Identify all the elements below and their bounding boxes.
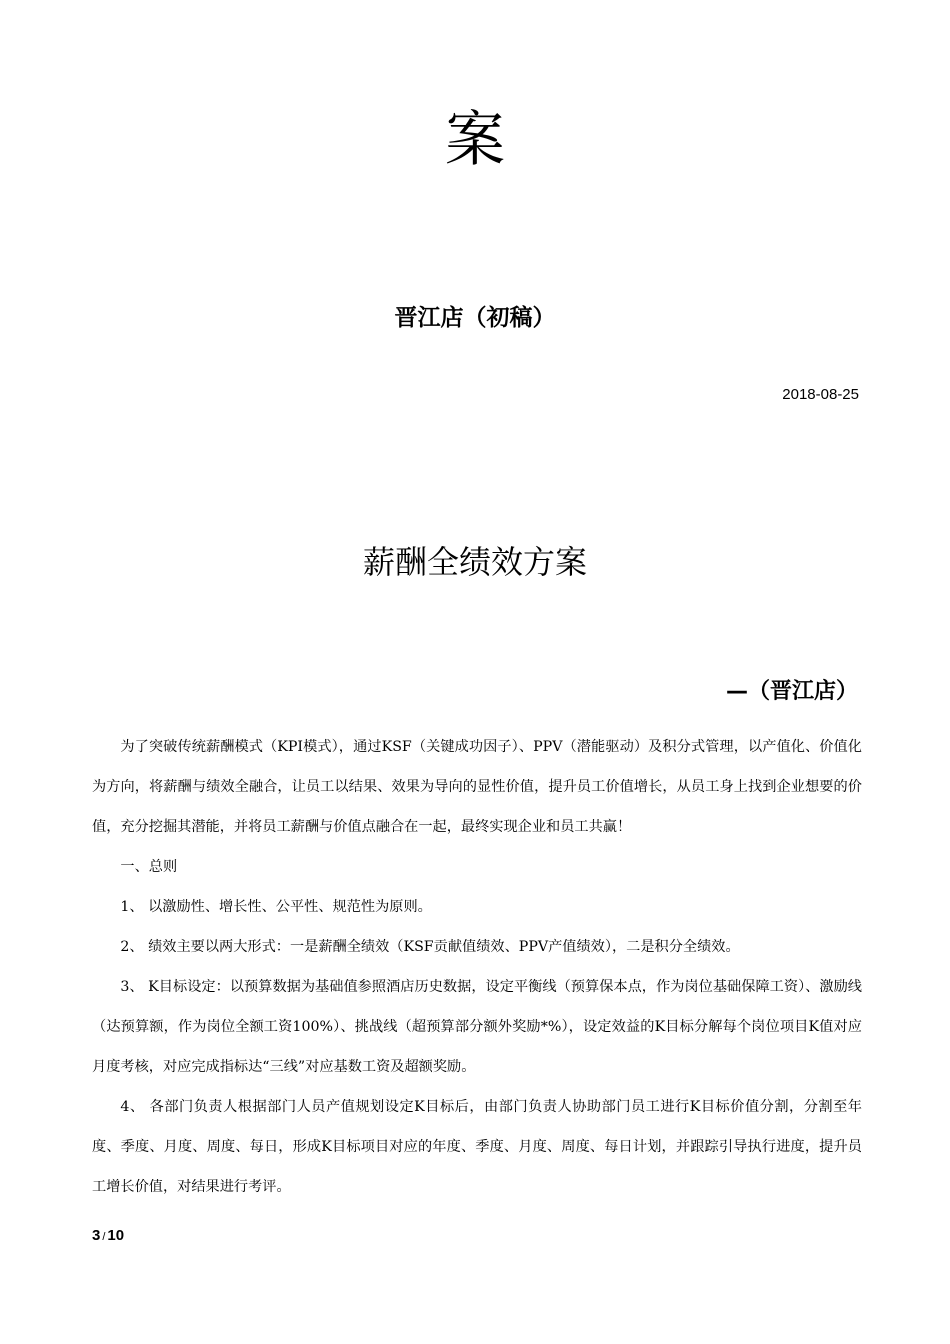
list-item: 3、 K目标设定：以预算数据为基础值参照酒店历史数据，设定平衡线（预算保本点，作为岗位基础保障工资）、激励线（达预算额，作为岗位全额工资100%）、挑战线（超预算部分额外奖励*%），设定效益的K目标分解每个岗位项目K值对应月度考核，对应完成指标达“三线”对应基数工资及超额奖励。 (92, 979, 862, 1075)
main-title: 薪酬全绩效方案 (362, 543, 587, 581)
dash-subtitle: —（晋江店） (725, 679, 858, 704)
list-item: 4、 各部门负责人根据部门人员产值规划设定K目标后，由部门负责人协助部门员工进行K目标价值分割，分割至年度、季度、月度、周度、每日，形成K目标项目对应的年度、季度、月度、周度、每日计划，并跟踪引导执行进度，提升员工增长价值，对结果进行考评。 (92, 1099, 862, 1195)
page-total: 10 (107, 1227, 125, 1244)
body-text (92, 727, 862, 1207)
subtitle: 晋江店（初稿） (394, 305, 556, 331)
list-item: 2、 绩效主要以两大形式：一是薪酬全绩效（KSF贡献值绩效、PPV产值绩效），二是积分全绩效。 (120, 939, 740, 955)
page-separator: / (102, 1231, 106, 1243)
page-number (92, 1224, 124, 1249)
section-heading: 一、总则 (120, 859, 178, 875)
list-item: 1、 以激励性、增长性、公平性、规范性为原则。 (120, 899, 432, 915)
intro-paragraph: 为了突破传统薪酬模式（KPI模式），通过KSF（关键成功因子）、PPV（潜能驱动）及积分式管理，以产值化、价值化为方向，将薪酬与绩效全融合，让员工以结果、效果为导向的显性价值，提升员工价值增长，从员工身上找到企业想要的价值，充分挖掘其潜能，并将员工薪酬与价值点融合在一起，最终实现企业和员工共赢！ (92, 739, 862, 835)
page-current: 3 (92, 1227, 101, 1244)
title-fragment: 案 (445, 105, 505, 175)
document-date: 2018-08-25 (782, 386, 859, 403)
